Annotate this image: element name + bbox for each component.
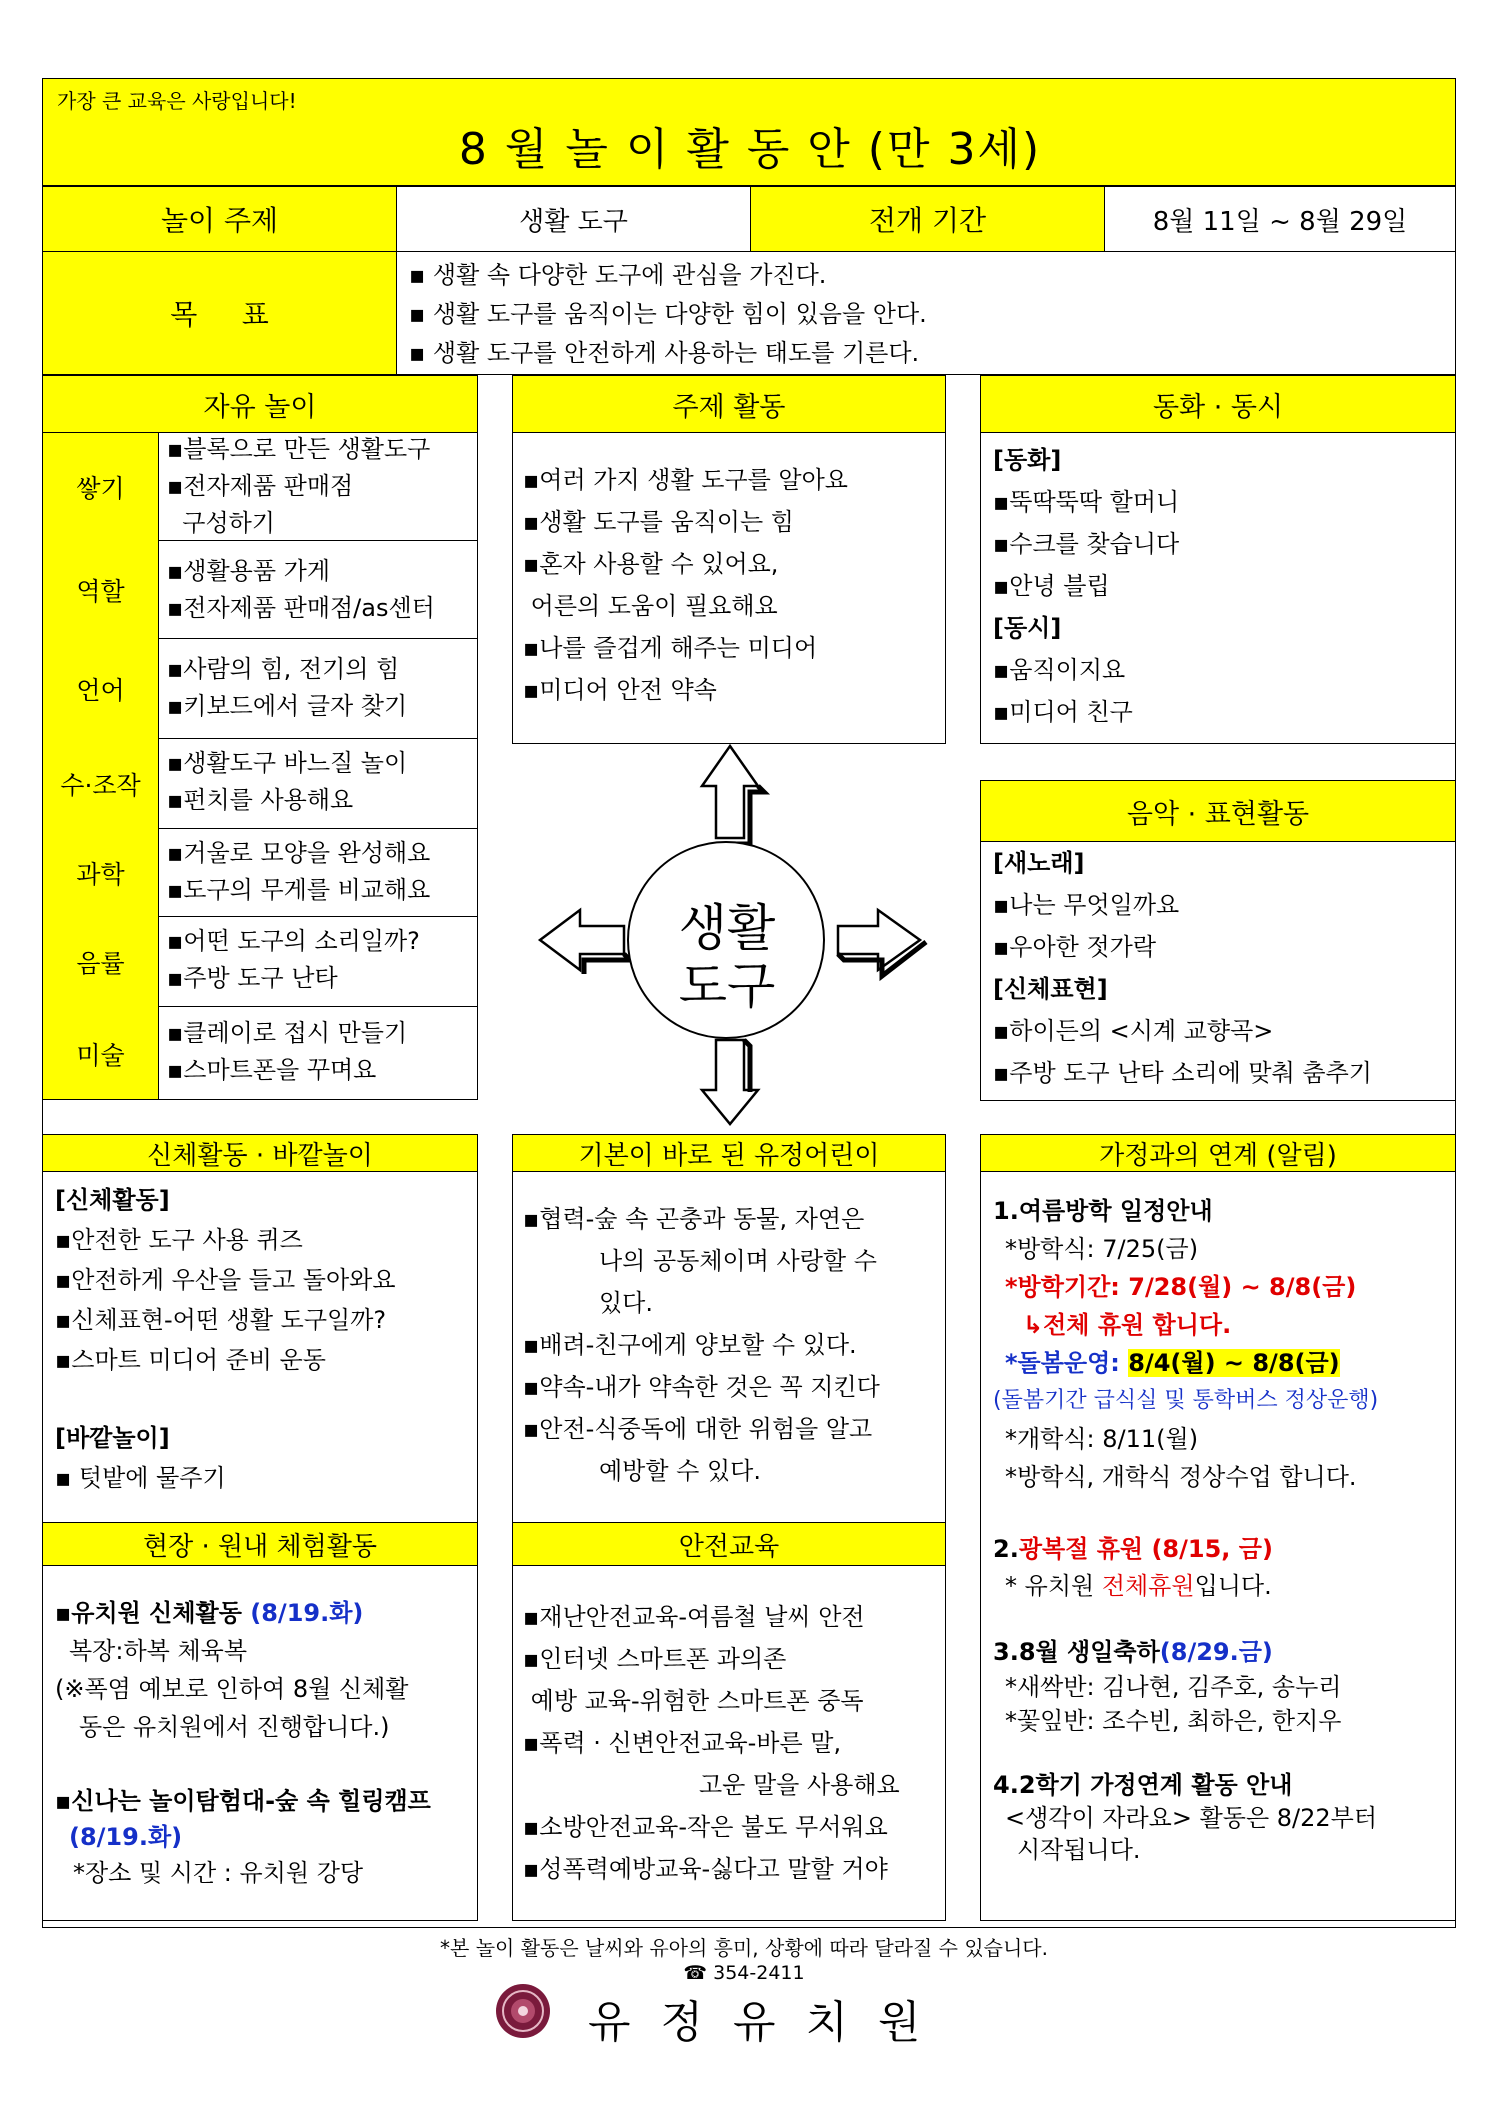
story-poem-header: 동화 · 동시	[980, 375, 1456, 433]
list-item: (※폭염 예보로 인하여 8월 신체활	[55, 1675, 409, 1703]
list-item: *방학식: 7/25(금)	[1005, 1235, 1199, 1263]
list-item: ▪전자제품 판매점	[167, 472, 354, 500]
goal-label: 목 표	[42, 251, 397, 375]
list-item: ▪미디어 친구	[993, 698, 1133, 726]
arrow-down-icon	[702, 1040, 758, 1124]
goal-item: ▪ 생활 도구를 안전하게 사용하는 태도를 기른다.	[409, 339, 920, 367]
list-item: ▪스마트폰을 꾸며요	[167, 1056, 377, 1084]
list-item: ▪생활용품 가게	[167, 557, 330, 585]
basics-header: 기본이 바로 된 유정어린이	[512, 1134, 946, 1172]
list-item: 나의 공동체이며 사랑할 수	[599, 1247, 877, 1275]
list-item: *개학식: 8/11(월)	[1005, 1425, 1199, 1453]
care-label: *돌봄운영:	[1005, 1349, 1129, 1377]
event-title	[55, 1594, 477, 1632]
list-item: ▪미디어 안전 약속	[523, 676, 717, 704]
notice-title: 4.2학기 가정연계 활동 안내	[993, 1771, 1293, 1799]
list-item: *방학기간: 7/28(월) ~ 8/8(금)	[1005, 1273, 1357, 1301]
list-item: ▪블록으로 만든 생활도구	[167, 435, 431, 463]
field-header: 현장 · 원내 체험활동	[42, 1522, 478, 1566]
list-item: ▪키보드에서 글자 찾기	[167, 692, 408, 720]
area-row	[43, 917, 478, 1007]
list-item: ↳전체 휴원 합니다.	[1023, 1311, 1232, 1339]
field-box	[42, 1565, 478, 1921]
area-label: 음률	[43, 917, 159, 1007]
text-part: 입니다.	[1194, 1572, 1272, 1600]
event-name: ▪신나는 놀이탐험대-숲 속 힐링캠프	[55, 1787, 431, 1815]
period-label: 전개 기간	[750, 186, 1105, 252]
area-label: 쌓기	[43, 433, 159, 541]
list-item: ▪여러 가지 생활 도구를 알아요	[523, 466, 848, 494]
notice-text: 광복절 휴원 (8/15, 금)	[1018, 1535, 1273, 1563]
list-item: ▪안녕 블립	[993, 572, 1110, 600]
list-item: 예방할 수 있다.	[599, 1457, 761, 1485]
story-label: [동화]	[993, 446, 1062, 474]
list-item: ▪배려-친구에게 양보할 수 있다.	[523, 1331, 857, 1359]
list-item: ▪하이든의 <시계 교향곡>	[993, 1017, 1274, 1045]
notice-title: 1.여름방학 일정안내	[993, 1197, 1213, 1225]
safety-box	[512, 1565, 946, 1921]
list-item: 있다.	[599, 1289, 653, 1317]
list-item: ▪약속-내가 약속한 것은 꼭 지킨다	[523, 1373, 880, 1401]
list-item: ▪나는 무엇일까요	[993, 891, 1180, 919]
arrow-up-icon	[702, 746, 764, 844]
area-label: 역할	[43, 541, 159, 639]
list-item: ▪움직이지요	[993, 656, 1126, 684]
list-item: ▪전자제품 판매점/as센터	[167, 594, 435, 622]
music-header: 음악 · 표현활동	[980, 780, 1456, 842]
header-banner	[42, 78, 1456, 186]
physical-label: [신체활동]	[55, 1186, 170, 1214]
goal-box	[396, 251, 1456, 375]
notice-title	[993, 1634, 1455, 1670]
list-item: ▪협력-숲 속 곤충과 동물, 자연은	[523, 1205, 865, 1233]
basics-box	[512, 1171, 946, 1523]
list-item: ▪스마트 미디어 준비 운동	[55, 1346, 326, 1374]
song-label: [새노래]	[993, 849, 1085, 877]
school-logo	[494, 1982, 552, 2040]
music-box	[980, 841, 1456, 1101]
list-item: *장소 및 시간 : 유치원 강당	[73, 1859, 364, 1887]
footer-note: *본 놀이 활동은 날씨와 유아의 흥미, 상황에 따라 달라질 수 있습니다.	[440, 1936, 1048, 1960]
period-value: 8월 11일 ~ 8월 29일	[1104, 186, 1456, 252]
care-dates: 8/4(월) ~ 8/8(금)	[1128, 1349, 1340, 1377]
home-header: 가정과의 연계 (알림)	[980, 1134, 1456, 1172]
list-item: 구성하기	[167, 509, 275, 537]
area-row	[43, 1007, 478, 1100]
area-label: 과학	[43, 829, 159, 917]
list-item: ▪소방안전교육-작은 불도 무서워요	[523, 1813, 888, 1841]
notice-date: (8/29.금)	[1159, 1638, 1273, 1666]
arrow-left-icon	[540, 910, 630, 974]
list-item: ▪수크를 찾습니다	[993, 530, 1180, 558]
list-item: 어른의 도움이 필요해요	[523, 592, 778, 620]
list-item: ▪주방 도구 난타	[167, 964, 338, 992]
notice-text: 3.8월 생일축하	[993, 1638, 1160, 1666]
list-item: *꽃잎반: 조수빈, 최하은, 한지우	[1005, 1707, 1342, 1735]
area-row	[43, 829, 478, 917]
page-title: 8 월 놀 이 활 동 안 (만 3세)	[458, 124, 1042, 175]
body-expression-label: [신체표현]	[993, 975, 1108, 1003]
list-item: ▪ 텃밭에 물주기	[55, 1464, 226, 1492]
list-item: ▪안전하게 우산을 들고 돌아와요	[55, 1266, 396, 1294]
theme-activity-header: 주제 활동	[512, 375, 946, 433]
area-row	[43, 541, 478, 639]
text-part: 전체휴원	[1101, 1572, 1195, 1600]
list-item: ▪뚝딱뚝딱 할머니	[993, 488, 1180, 516]
free-play-header: 자유 놀이	[42, 375, 478, 433]
event-name: ▪유치원 신체활동	[55, 1599, 251, 1627]
arrow-right-icon	[838, 910, 926, 976]
physical-box	[42, 1171, 478, 1523]
notice-title	[993, 1530, 1455, 1568]
list-item: 복장:하복 체육복	[69, 1637, 248, 1665]
outdoor-label: [바깥놀이]	[55, 1424, 170, 1452]
list-item: ▪도구의 무게를 비교해요	[167, 876, 431, 904]
list-item: ▪펀치를 사용해요	[167, 786, 354, 814]
notice-number: 2.	[993, 1535, 1019, 1563]
list-item: ▪안전-식중독에 대한 위험을 알고	[523, 1415, 873, 1443]
physical-header: 신체활동 · 바깥놀이	[42, 1134, 478, 1172]
list-item: ▪우아한 젓가락	[993, 933, 1156, 961]
list-item: 고운 말을 사용해요	[699, 1771, 900, 1799]
list-item: ▪성폭력예방교육-싫다고 말할 거야	[523, 1855, 888, 1883]
area-label: 언어	[43, 639, 159, 739]
footer-phone: ☎ 354-2411	[683, 1962, 805, 1984]
story-poem-box	[980, 432, 1456, 744]
free-play-table	[42, 432, 478, 1100]
list-item: ▪주방 도구 난타 소리에 맞춰 춤추기	[993, 1059, 1372, 1087]
list-item	[993, 1568, 1455, 1604]
area-row	[43, 639, 478, 739]
area-label: 미술	[43, 1007, 159, 1100]
list-item: 동은 유치원에서 진행합니다.)	[79, 1713, 390, 1741]
list-item: ▪안전한 도구 사용 퀴즈	[55, 1226, 303, 1254]
list-item: ▪폭력 · 신변안전교육-바른 말,	[523, 1729, 842, 1757]
list-item: (돌봄기간 급식실 및 통학버스 정상운행)	[993, 1388, 1379, 1413]
goal-item: ▪ 생활 속 다양한 도구에 관심을 가진다.	[409, 261, 827, 289]
text-part: * 유치원	[1005, 1572, 1102, 1600]
center-label-line1: 생활	[678, 899, 776, 957]
home-box	[980, 1171, 1456, 1921]
area-row	[43, 739, 478, 829]
care-notice	[993, 1344, 1455, 1382]
list-item: ▪나를 즐겁게 해주는 미디어	[523, 634, 818, 662]
list-item: ▪클레이로 접시 만들기	[167, 1019, 408, 1047]
list-item: 예방 교육-위험한 스마트폰 중독	[523, 1687, 864, 1715]
list-item: 시작됩니다.	[1017, 1836, 1141, 1864]
list-item: *새싹반: 김나현, 김주호, 송누리	[1005, 1673, 1342, 1701]
list-item: <생각이 자라요> 활동은 8/22부터	[1005, 1804, 1378, 1832]
poem-label: [동시]	[993, 614, 1062, 642]
topic-label: 놀이 주제	[42, 186, 397, 252]
theme-activity-box	[512, 432, 946, 744]
list-item: ▪생활 도구를 움직이는 힘	[523, 508, 794, 536]
safety-header: 안전교육	[512, 1522, 946, 1566]
slogan: 가장 큰 교육은 사랑입니다!	[57, 89, 297, 113]
list-item: ▪거울로 모양을 완성해요	[167, 839, 431, 867]
event-date: (8/19.화)	[69, 1823, 183, 1851]
list-item: ▪사람의 힘, 전기의 힘	[167, 655, 400, 683]
goal-item: ▪ 생활 도구를 움직이는 다양한 힘이 있음을 안다.	[409, 300, 927, 328]
topic-value: 생활 도구	[396, 186, 751, 252]
list-item: ▪생활도구 바느질 놀이	[167, 749, 408, 777]
event-date: (8/19.화)	[250, 1599, 364, 1627]
list-item: ▪어떤 도구의 소리일까?	[167, 927, 420, 955]
list-item: ▪신체표현-어떤 생활 도구일까?	[55, 1306, 387, 1334]
area-row	[43, 433, 478, 541]
list-item: ▪혼자 사용할 수 있어요,	[523, 550, 779, 578]
area-label: 수·조작	[43, 739, 159, 829]
list-item: *방학식, 개학식 정상수업 합니다.	[1005, 1463, 1357, 1491]
list-item: ▪재난안전교육-여름철 날씨 안전	[523, 1603, 865, 1631]
school-name: 유 정 유 치 원	[588, 1997, 929, 2048]
list-item: ▪인터넷 스마트폰 과의존	[523, 1645, 787, 1673]
center-label-line2: 도구	[678, 957, 776, 1015]
